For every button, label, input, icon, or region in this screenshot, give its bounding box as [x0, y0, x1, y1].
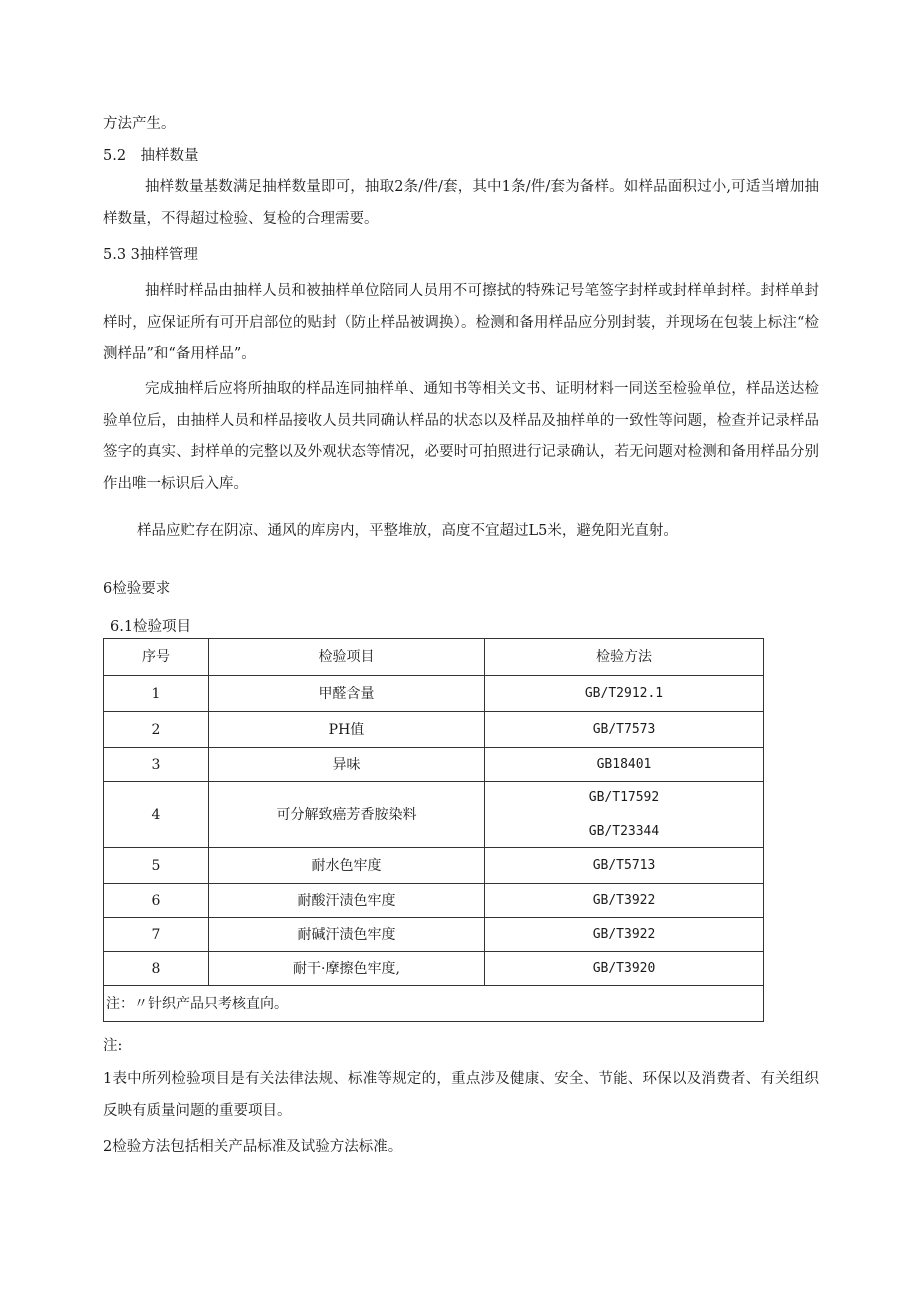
row-serial: 6: [104, 884, 209, 918]
row-item: PH值: [209, 712, 485, 748]
table-row: [104, 952, 764, 986]
section-5-2-heading: 5.2 抽样数量: [103, 148, 199, 164]
table-row: [104, 748, 764, 782]
row-item: 耐酸汗渍色牢度: [209, 884, 485, 918]
row-item: 甲醛含量: [209, 676, 485, 712]
table-footnote: 注：〃针织产品只考核直向。: [104, 986, 764, 1022]
row-method: GB/T3920: [485, 952, 764, 986]
row-serial: 3: [104, 748, 209, 782]
row-serial: 5: [104, 848, 209, 884]
header-serial: 序号: [104, 639, 209, 676]
row-serial: 7: [104, 918, 209, 952]
table-header-row: [104, 639, 764, 676]
section-6-heading: 6检验要求: [103, 581, 171, 597]
row-item: 可分解致癌芳香胺染料: [209, 782, 485, 848]
row-method: GB/T5713: [485, 848, 764, 884]
row-method-secondary: GB/T23344: [588, 823, 660, 839]
notes-label: 注:: [103, 1038, 123, 1054]
table-row: [104, 884, 764, 918]
continued-line: 方法产生。: [103, 116, 176, 132]
row-serial: 8: [104, 952, 209, 986]
section-6-1-heading: 6.1检验项目: [110, 619, 192, 635]
row-method: GB/T17592: [588, 789, 660, 805]
section-5-3-paragraph-1: 抽样时样品由抽样人员和被抽样单位陪同人员用不可擦拭的特殊记号笔签字封样或封样单封样。封样单封样时，应保证所有可开启部位的贴封（防止样品被调换）。检测和备用样品应分别封装，并现场在包装上标注“检测样品”和“备用样品”。: [103, 283, 819, 362]
row-serial: 1: [104, 676, 209, 712]
note-2: 2检验方法包括相关产品标准及试验方法标准。: [103, 1139, 403, 1155]
note-1: 1表中所列检验项目是有关法律法规、标准等规定的，重点涉及健康、安全、节能、环保以及消费者、有关组织反映有质量问题的重要项目。: [103, 1071, 819, 1119]
row-item: 耐碱汗渍色牢度: [209, 918, 485, 952]
row-serial: 4: [104, 782, 209, 848]
table-row: [104, 782, 764, 848]
section-5-3-paragraph-3: 样品应贮存在阴凉、通风的库房内，平整堆放，高度不宜超过L5米，避免阳光直射。: [137, 523, 678, 539]
section-5-2-paragraph: 抽样数量基数满足抽样数量即可，抽取2条/件/套，其中1条/件/套为备样。如样品面积过小,可适当增加抽样数量，不得超过检验、复检的合理需要。: [103, 179, 819, 227]
row-method-cell: [485, 782, 764, 848]
header-method: 检验方法: [485, 639, 764, 676]
row-item: 异味: [209, 748, 485, 782]
row-item: 耐干·摩擦色牢度,: [209, 952, 485, 986]
inspection-items-table: [103, 638, 764, 1022]
header-item: 检验项目: [209, 639, 485, 676]
section-5-3-paragraph-2: 完成抽样后应将所抽取的样品连同抽样单、通知书等相关文书、证明材料一同送至检验单位，样品送达检验单位后，由抽样人员和样品接收人员共同确认样品的状态以及样品及抽样单的一致性等问题，检查并记录样品签字的真实、封样单的完整以及外观状态等情况，必要时可拍照进行记录确认，若无问题对检测和备用样品分别作出唯一标识后入库。: [103, 381, 819, 492]
row-item: 耐水色牢度: [209, 848, 485, 884]
row-method: GB/T2912.1: [485, 676, 764, 712]
row-serial: 2: [104, 712, 209, 748]
row-method: GB/T3922: [485, 884, 764, 918]
row-method: GB/T3922: [485, 918, 764, 952]
section-5-3-heading: 5.3 3抽样管理: [103, 247, 198, 263]
row-method: GB18401: [485, 748, 764, 782]
table-row: [104, 712, 764, 748]
table-footnote-row: [104, 986, 764, 1022]
row-method: GB/T7573: [485, 712, 764, 748]
table-row: [104, 918, 764, 952]
table-row: [104, 848, 764, 884]
table-row: [104, 676, 764, 712]
